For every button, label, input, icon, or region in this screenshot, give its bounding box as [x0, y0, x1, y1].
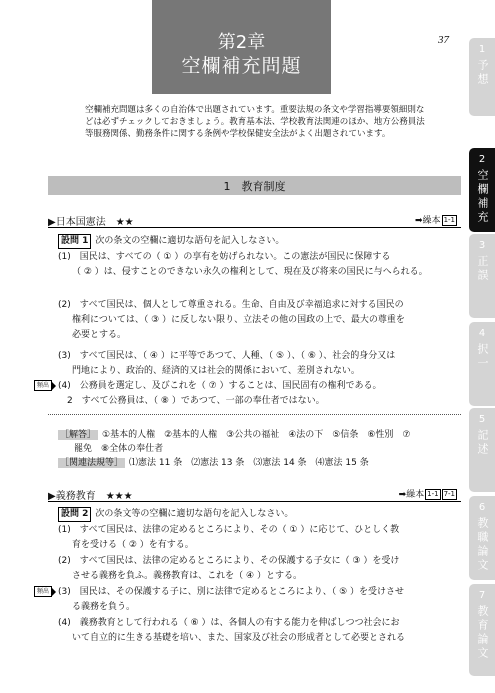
reference-code: 1-1 [427, 490, 439, 498]
subsection-title: ▶義務教育 [48, 491, 96, 502]
question-badge: 設問 2 [58, 507, 91, 522]
cross-reference [415, 213, 457, 226]
chapter-number: 第2章 [217, 32, 266, 53]
page-number: 37 [438, 34, 449, 46]
question-prompt [58, 234, 284, 249]
frequency-marker: 頻出 [34, 586, 52, 597]
list-item: (1) 国民は、すべての（ ① ）の享有を妨げられない。この憲法が国民に保障する （ ② ）は、侵すことのできない永久の権利として、現在及び将来の国民に与へられる。 [58, 252, 428, 277]
subsection-header [48, 213, 461, 228]
tab-chapter-6[interactable]: 6 教職論文 [469, 496, 495, 580]
list-item: (3) 国民は、その保護する子に、別に法律で定めるところにより、（ ⑤ ）を受けさせ る義務を負う。 [58, 587, 405, 612]
list-item: (4) 義務教育として行われる（ ⑥ ）は、各個人の有する能力を伸ばしつつ社会にお いて自立的に生きる基礎を培い、また、国家及び社会の形成者として必要とされる [58, 618, 406, 643]
cross-reference [399, 487, 457, 500]
reference-label: ➡繰本 [398, 490, 425, 500]
importance-stars: ★★★ [105, 491, 133, 502]
list-item: (2) すべて国民は、法律の定めるところにより、その保護する子女に（ ③ ）を受け させる義務を負ふ。義務教育は、これを（ ④ ）とする。 [58, 556, 400, 581]
section-heading: 1 教育制度 [48, 176, 461, 195]
list-item: (1) すべて国民は、法律の定めるところにより、その（ ① ）に応じて、ひとしく教 育を受ける（ ② ）を有する。 [58, 525, 400, 550]
answer-text: ①基本的人権 ②基本的人権 ③公共の福祉 ④法の下 ⑤信条 ⑥性別 ⑦ [102, 430, 411, 440]
list-item: (2) すべて国民は、個人として尊重される。生命、自由及び幸福追求に対する国民の 権利については、（ ③ ）に反しない限り、立法その他の国政の上で、最大の尊重を 必要とする。 [58, 300, 405, 340]
reference-code: 7-1 [443, 490, 455, 498]
reference-label: ➡繰本 [415, 216, 441, 226]
question-badge: 設問 1 [58, 234, 91, 249]
answer-block [58, 428, 458, 470]
answer-text: 罷免 ⑧全体の奉仕者 [74, 444, 164, 454]
list-item: (3) すべて国民は、（ ④ ）に平等であつて、人種、（ ⑤ ）、（ ⑥ ）、社会的身分又は 門地により、政治的、経済的又は社会的関係において、差別されない。 [58, 351, 396, 376]
tab-chapter-5[interactable]: 5 記述 [469, 408, 495, 492]
answer-label: ［解答］ [60, 430, 97, 440]
subsection-header [48, 487, 461, 502]
tab-chapter-2[interactable]: 2 空欄補充 [469, 148, 495, 232]
tab-chapter-4[interactable]: 4 択一 [469, 322, 495, 406]
question-text: 次の条文等の空欄に適切な語句を記入しなさい。 [95, 509, 294, 519]
tab-chapter-7[interactable]: 7 教育論文 [469, 584, 495, 676]
chapter-header [152, 0, 331, 94]
related-text: ⑴憲法 11 条 ⑵憲法 13 条 ⑶憲法 14 条 ⑷憲法 15 条 [129, 458, 369, 468]
importance-stars: ★★ [115, 217, 134, 228]
divider [48, 414, 461, 415]
question-prompt [58, 507, 293, 522]
tab-chapter-3[interactable]: 3 正誤 [469, 234, 495, 318]
frequency-marker: 頻出 [34, 380, 52, 391]
question-text: 次の条文の空欄に適切な語句を記入しなさい。 [95, 236, 285, 246]
chapter-title: 空欄補充問題 [181, 55, 302, 77]
reference-code: 1-1 [443, 216, 455, 224]
tab-chapter-1[interactable]: 1 予想 [469, 38, 495, 116]
intro-paragraph: 空欄補充問題は多くの自治体で出題されています。重要法規の条文や学習指導要領細則などは必ずチェックしておきましょう。教育基本法、学校教育法関連のほか、地方公務員法等服務関係、勤務条件に関する条例や学校保健安全法がよく出題されています。 [85, 105, 425, 139]
list-item: (4) 公務員を選定し、及びこれを（ ⑦ ）することは、国民固有の権利である。 2 すべて公務員は、（ ⑧ ）であつて、一部の奉仕者ではない。 [58, 381, 382, 406]
subsection-title: ▶日本国憲法 [48, 217, 106, 228]
related-label: ［関連法規等］ [60, 458, 124, 468]
